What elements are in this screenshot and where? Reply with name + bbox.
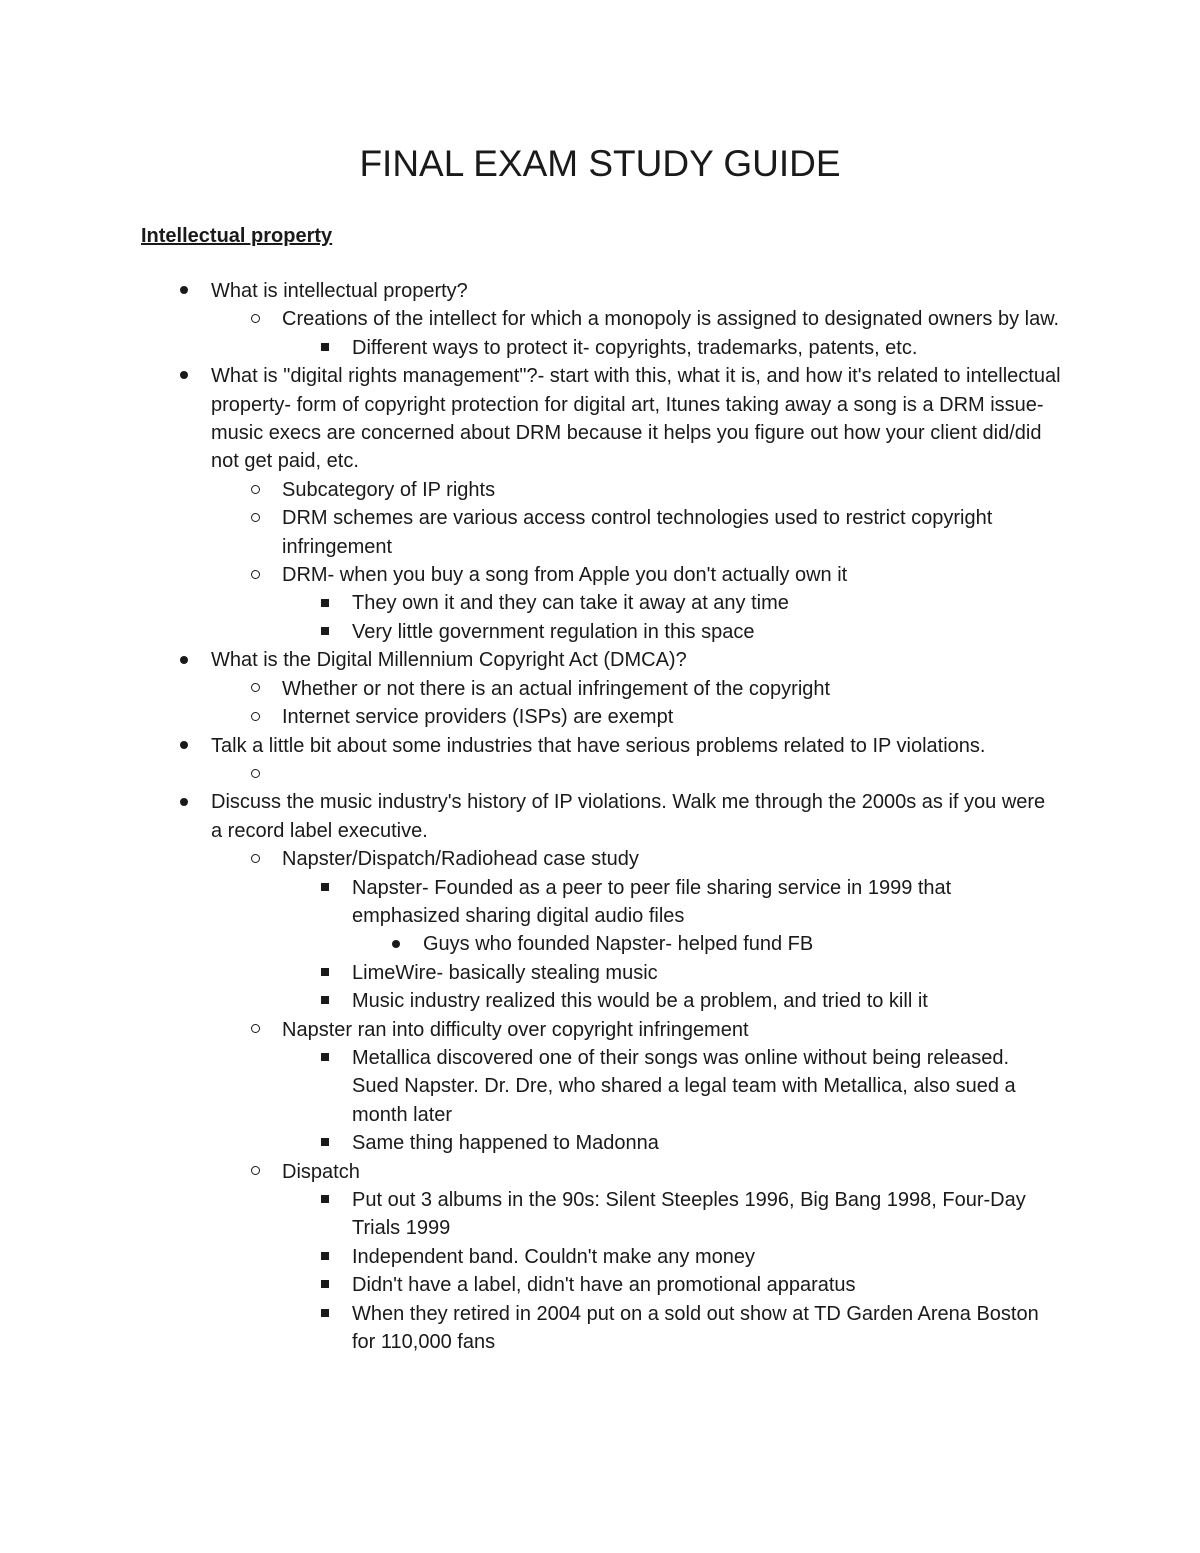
- list-item: [0, 675, 1200, 703]
- bullet-circle-icon: [243, 504, 267, 532]
- list-item-text: Creations of the intellect for which a monopoly is assigned to designated owners by law.: [282, 308, 1060, 331]
- list-item: [0, 874, 1200, 931]
- bullet-circle-icon: [243, 845, 267, 873]
- bullet-circle-icon: [243, 476, 267, 504]
- list-item-text: Discuss the music industry's history of IP violations. Walk me through the 2000s as if you were a record label executive.: [211, 791, 1046, 842]
- list-item: [0, 561, 1200, 589]
- bullet-square-icon: [313, 874, 337, 902]
- list-item: [0, 334, 1200, 362]
- bullet-circle-icon: [243, 305, 267, 333]
- list-item: [0, 1300, 1200, 1357]
- list-item-text: Whether or not there is an actual infringement of the copyright: [282, 677, 831, 700]
- bullet-dot-icon: [172, 788, 196, 816]
- bullet-circle-icon: [243, 675, 267, 703]
- list-item-text: What is intellectual property?: [211, 280, 468, 302]
- list-item: [0, 1158, 1200, 1186]
- list-item: [0, 1271, 1200, 1299]
- list-item: [0, 504, 1200, 561]
- list-item-text: Talk a little bit about some industries that have serious problems related to IP violations.: [211, 734, 986, 757]
- bullet-circle-icon: [243, 760, 267, 788]
- list-item: [0, 1044, 1200, 1129]
- list-item: [0, 930, 1200, 958]
- list-item-text: Napster- Founded as a peer to peer file sharing service in 1999 that emphasized sharing digital audio files: [352, 876, 952, 927]
- bullet-square-icon: [313, 959, 337, 987]
- list-item-text: Guys who founded Napster- helped fund FB: [423, 933, 814, 956]
- bullet-square-icon: [313, 589, 337, 617]
- list-item-text: DRM schemes are various access control technologies used to restrict copyright infringement: [282, 507, 993, 558]
- list-item: [0, 277, 1200, 305]
- list-item: [0, 618, 1200, 646]
- list-item-text: They own it and they can take it away at any time: [352, 592, 789, 615]
- list-item: [0, 362, 1200, 476]
- bullet-dot-icon: [172, 362, 196, 390]
- bullet-dot-icon: [172, 732, 196, 760]
- bullet-square-icon: [313, 1186, 337, 1214]
- bullet-square-icon: [313, 1300, 337, 1328]
- list-item: [0, 987, 1200, 1015]
- list-item-text: LimeWire- basically stealing music: [352, 961, 658, 984]
- list-item-text: Didn't have a label, didn't have an promotional apparatus: [352, 1274, 856, 1297]
- bullet-square-icon: [313, 1243, 337, 1271]
- list-item-text: Subcategory of IP rights: [282, 478, 496, 501]
- document-title: FINAL EXAM STUDY GUIDE: [359, 143, 841, 184]
- list-item-text: Music industry realized this would be a problem, and tried to kill it: [352, 990, 928, 1013]
- list-item-text: Metallica discovered one of their songs was online without being released. Sued Napster. Dr. Dre, who shared a legal team with Metallica, also sued a month later: [352, 1046, 1016, 1126]
- bullet-square-icon: [313, 1271, 337, 1299]
- bullet-circle-icon: [243, 1158, 267, 1186]
- bullet-circle-icon: [243, 703, 267, 731]
- bullet-dot-icon: [172, 277, 196, 305]
- bullet-square-icon: [313, 987, 337, 1015]
- list-item-text: Dispatch: [282, 1160, 360, 1183]
- list-item-text: Internet service providers (ISPs) are exempt: [282, 706, 674, 729]
- list-item: [0, 476, 1200, 504]
- list-item-text: Same thing happened to Madonna: [352, 1132, 659, 1155]
- list-item: [0, 845, 1200, 873]
- list-item: [0, 959, 1200, 987]
- list-item-text: [282, 760, 1062, 788]
- list-item: [0, 305, 1200, 333]
- bullet-dot-icon: [172, 646, 196, 674]
- list-item: [0, 732, 1200, 760]
- bullet-square-icon: [313, 618, 337, 646]
- list-item-text: Independent band. Couldn't make any money: [352, 1245, 755, 1268]
- bullet-circle-icon: [243, 561, 267, 589]
- bullet-square-icon: [313, 334, 337, 362]
- list-item: [0, 703, 1200, 731]
- list-item: [0, 760, 1200, 788]
- list-item-text: What is the Digital Millennium Copyright Act (DMCA)?: [211, 649, 687, 672]
- list-item-text: What is "digital rights management"?- start with this, what it is, and how it's related to intellectual property- form of copyright protection for digital art, Itunes taking away a song is a DRM issue- music execs are concerned about DRM because it helps you figure out how your client did/did not get paid, etc.: [211, 365, 1061, 473]
- section-heading: Intellectual property: [141, 225, 333, 247]
- list-item: [0, 646, 1200, 674]
- list-item-text: DRM- when you buy a song from Apple you don't actually own it: [282, 564, 848, 587]
- list-item: [0, 1243, 1200, 1271]
- outline-list: [0, 277, 1200, 1356]
- list-item: [0, 1129, 1200, 1157]
- list-item-text: Put out 3 albums in the 90s: Silent Steeples 1996, Big Bang 1998, Four-Day Trials 1999: [352, 1189, 1026, 1240]
- list-item: [0, 788, 1200, 845]
- list-item-text: Napster ran into difficulty over copyright infringement: [282, 1018, 749, 1041]
- list-item: [0, 1016, 1200, 1044]
- bullet-dot-icon: [384, 930, 408, 958]
- list-item: [0, 1186, 1200, 1243]
- bullet-square-icon: [313, 1129, 337, 1157]
- list-item-text: Different ways to protect it- copyrights, trademarks, patents, etc.: [352, 336, 918, 359]
- list-item-text: When they retired in 2004 put on a sold out show at TD Garden Arena Boston for 110,000 fans: [352, 1302, 1039, 1354]
- list-item-text: Very little government regulation in this space: [352, 620, 755, 643]
- list-item: [0, 589, 1200, 617]
- bullet-circle-icon: [243, 1016, 267, 1044]
- list-item-text: Napster/Dispatch/Radiohead case study: [282, 848, 639, 871]
- bullet-square-icon: [313, 1044, 337, 1072]
